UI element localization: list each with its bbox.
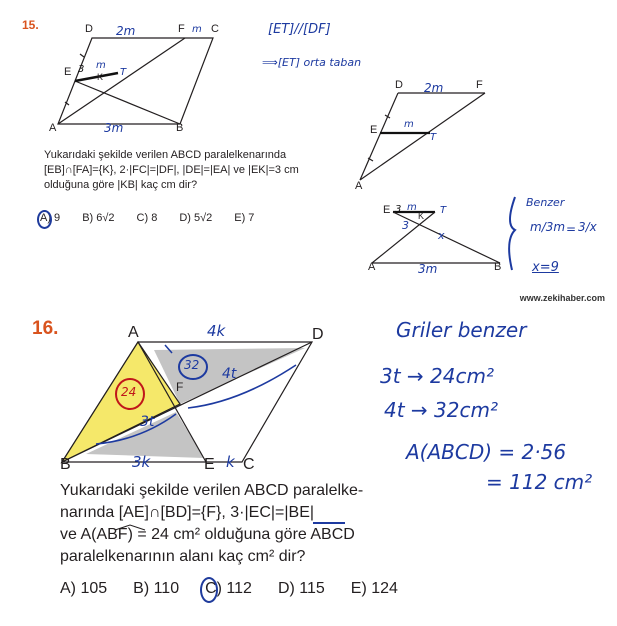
q15-option-b[interactable]: B) 6√2	[82, 212, 115, 224]
q16-option-e[interactable]: E) 124	[350, 580, 398, 597]
q16-option-d[interactable]: D) 115	[277, 580, 325, 597]
q16-ann-32: 32	[184, 358, 200, 372]
note-brace	[509, 197, 515, 270]
q15-label-c: C	[211, 23, 219, 35]
q15-option-e[interactable]: E) 7	[234, 212, 255, 224]
q16-note-line4: = 112 cm²	[486, 470, 593, 494]
q16-label-c: C	[243, 456, 255, 473]
note3-label-b: B	[494, 261, 502, 273]
note3-label-a: A	[368, 261, 376, 273]
note3-ann-3: 3	[402, 219, 409, 232]
q15-question-text: Yukarıdaki şekilde verilen ABCD paralelkenarında [EB]∩[FA]={K}, 2·|FC|=|DF|, |DE|=|EA| ve |EK|=3 cm olduğuna göre |KB| kaç cm dir?	[44, 149, 299, 191]
q15-ann-m2: m	[96, 60, 106, 71]
note-ratio-right: 3/x	[578, 220, 597, 234]
q15-label-k: K	[97, 72, 104, 82]
q16-ann-3k: 3k	[132, 453, 151, 471]
note-answer: x=9	[532, 260, 559, 275]
q15-label-d: D	[85, 23, 93, 35]
q15-label-f: F	[178, 23, 185, 35]
q16-label-b: B	[60, 456, 71, 473]
q15-label-b: B	[176, 122, 184, 134]
q15-note-figure3	[372, 212, 500, 263]
note3-ann-m: m	[407, 202, 417, 213]
q15-note-line1: [ET]//[DF]	[268, 22, 331, 37]
note2-label-a: A	[355, 180, 363, 192]
q15-ann-3m: 3m	[104, 121, 124, 135]
q16-ann-k: k	[226, 453, 235, 471]
q16-label-e: E	[204, 456, 215, 473]
q15-option-a[interactable]	[40, 212, 60, 224]
q15-number: 15.	[22, 18, 39, 32]
note-ratio-left: m/3m	[530, 220, 566, 234]
note2-ann-m: m	[404, 119, 414, 130]
q16-text-line3: ve A(ABF) = 24 cm² olduğuna göre ABCD	[60, 526, 355, 543]
note3-label-k: K	[418, 211, 425, 221]
q15-ann-2m: 2m	[116, 24, 136, 38]
q16-text-line1: Yukarıdaki şekilde verilen ABCD paralelke-	[60, 482, 364, 499]
q16-number: 16.	[32, 318, 59, 339]
q15-option-a-label: A) 9	[40, 212, 61, 224]
q15-note-line2: ⟹[ET] orta taban	[262, 56, 362, 69]
q16-note-line1: 3t → 24cm²	[380, 364, 494, 388]
q15-tick1	[80, 54, 84, 57]
q15-figure	[58, 38, 213, 124]
note3-ann-t: T	[440, 205, 447, 216]
note2-label-e: E	[370, 124, 378, 136]
q16-note-line3: A(ABCD) = 2·56	[406, 440, 567, 464]
note3-ann-topnum: 3	[395, 204, 402, 215]
q16-text-line2: narında [AE]∩[BD]={F}, 3·|EC|=|BE|	[60, 504, 315, 521]
q16-ann-24: 24	[121, 385, 137, 399]
note2-label-d: D	[395, 79, 403, 91]
q16-text-line4: paralelkenarının alanı kaç cm² dir?	[60, 548, 306, 565]
note3-ann-3m: 3m	[418, 262, 438, 276]
note-ratio-equals: =	[566, 222, 577, 236]
source-url: www.zekihaber.com	[519, 293, 605, 303]
q15-label-a: A	[49, 122, 57, 134]
note2-ann-2m: 2m	[424, 81, 444, 95]
note2-label-f: F	[476, 79, 483, 91]
q16-ann-4k: 4k	[207, 322, 226, 340]
q16-note-title: Griler benzer	[396, 318, 527, 342]
note3-ann-x: x	[438, 229, 445, 242]
q15-ann-m: m	[192, 24, 202, 35]
q16-ann-3t: 3t	[140, 414, 155, 430]
q16-ann-4t: 4t	[222, 366, 237, 382]
q16-option-c[interactable]	[205, 580, 252, 598]
q16-label-d: D	[312, 326, 324, 343]
q15-label-e: E	[64, 66, 72, 78]
q16-option-c-label: C) 112	[205, 580, 252, 597]
q16-selected-mark	[200, 577, 218, 603]
q15-option-c[interactable]: C) 8	[136, 212, 158, 224]
note-benzer: Benzer	[526, 196, 565, 209]
q16-option-a[interactable]: A) 105	[60, 580, 108, 597]
q16-note-line2: 4t → 32cm²	[384, 398, 498, 422]
q16-options	[60, 580, 398, 598]
q15-ann-t: T	[120, 67, 127, 78]
q16-question-text	[60, 480, 440, 568]
note2-ann-t: T	[430, 132, 437, 143]
q16-label-a: A	[128, 324, 139, 341]
q16-label-f: F	[176, 380, 184, 394]
q15-option-d[interactable]: D) 5√2	[179, 212, 213, 224]
note3-label-e: E	[383, 204, 391, 216]
q15-options	[40, 212, 254, 224]
q15-note-figure2	[360, 93, 485, 180]
q15-ann-3: 3	[78, 64, 85, 75]
q16-option-b[interactable]: B) 110	[133, 580, 180, 597]
q15-selected-mark	[37, 210, 52, 229]
